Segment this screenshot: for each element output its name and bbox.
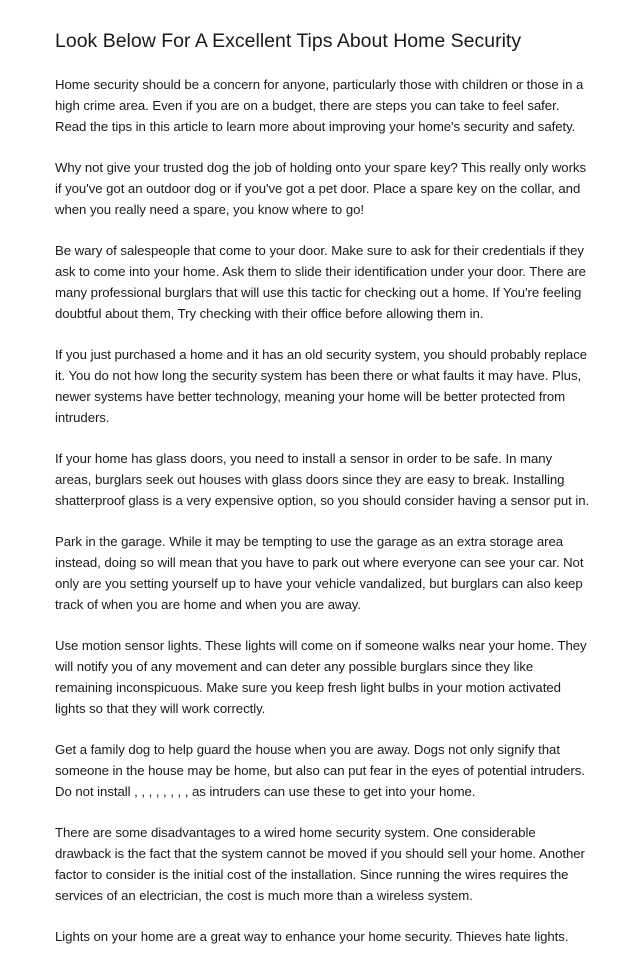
page-title: Look Below For A Excellent Tips About Home Security <box>55 30 522 52</box>
paragraph-intro: Home security should be a concern for anyone, particularly those with children or those in a high crime area. Even if you are on a budget, there are steps you can take to feel safer. Read the tips in this article to learn more about improving your home's security and safety. <box>55 77 584 134</box>
paragraph-garage: Park in the garage. While it may be tempting to use the garage as an extra storage area instead, doing so will mean that you have to park out where everyone can see your car. Not only are you setting yourself up to have your vehicle vandalized, but burglars can also keep track of when you are home and when you are away. <box>55 534 584 612</box>
paragraph-salespeople: Be wary of salespeople that come to your door. Make sure to ask for their credentials if they ask to come into your home. Ask them to slide their identification under your door. There are many professional burglars that will use this tactic for checking out a home. If You're feeling doubtful about them, Try checking with their office before allowing them in. <box>55 243 586 321</box>
paragraph-motion-lights: Use motion sensor lights. These lights will come on if someone walks near your home. They will notify you of any movement and can deter any possible burglars since they like remaining inconspicuous. Make sure you keep fresh light bulbs in your motion activated lights so that they will work correctly. <box>55 638 587 716</box>
paragraph-old-system: If you just purchased a home and it has an old security system, you should probably replace it. You do not how long the security system has been there or what faults it may have. Plus, newer systems have better technology, meaning your home will be better protected from intruders. <box>55 347 588 425</box>
paragraph-wired-system: There are some disadvantages to a wired home security system. One considerable drawback is the fact that the system cannot be moved if you should sell your home. Another factor to consider is the initial cost of the installation. Since running the wires requires the services of an electrician, the cost is much more than a wireless system. <box>55 825 585 903</box>
document-page <box>55 28 590 967</box>
paragraph-dog-key: Why not give your trusted dog the job of holding onto your spare key? This really only works if you've got an outdoor dog or if you've got a pet door. Place a spare key on the collar, and when you really need a spare, you know where to go! <box>55 160 587 217</box>
paragraph-family-dog: Get a family dog to help guard the house when you are away. Dogs not only signify that someone in the house may be home, but also can put fear in the eyes of potential intruders. Do not install , , , , , , , , as intruders can use these to get into your home. <box>55 742 585 799</box>
paragraph-lights: Lights on your home are a great way to enhance your home security. Thieves hate lights. <box>55 929 569 944</box>
paragraph-glass-doors: If your home has glass doors, you need to install a sensor in order to be safe. In many areas, burglars seek out houses with glass doors since they are easy to break. Installing shatterproof glass is a very expensive option, so you should consider having a sensor put in. <box>55 451 590 508</box>
